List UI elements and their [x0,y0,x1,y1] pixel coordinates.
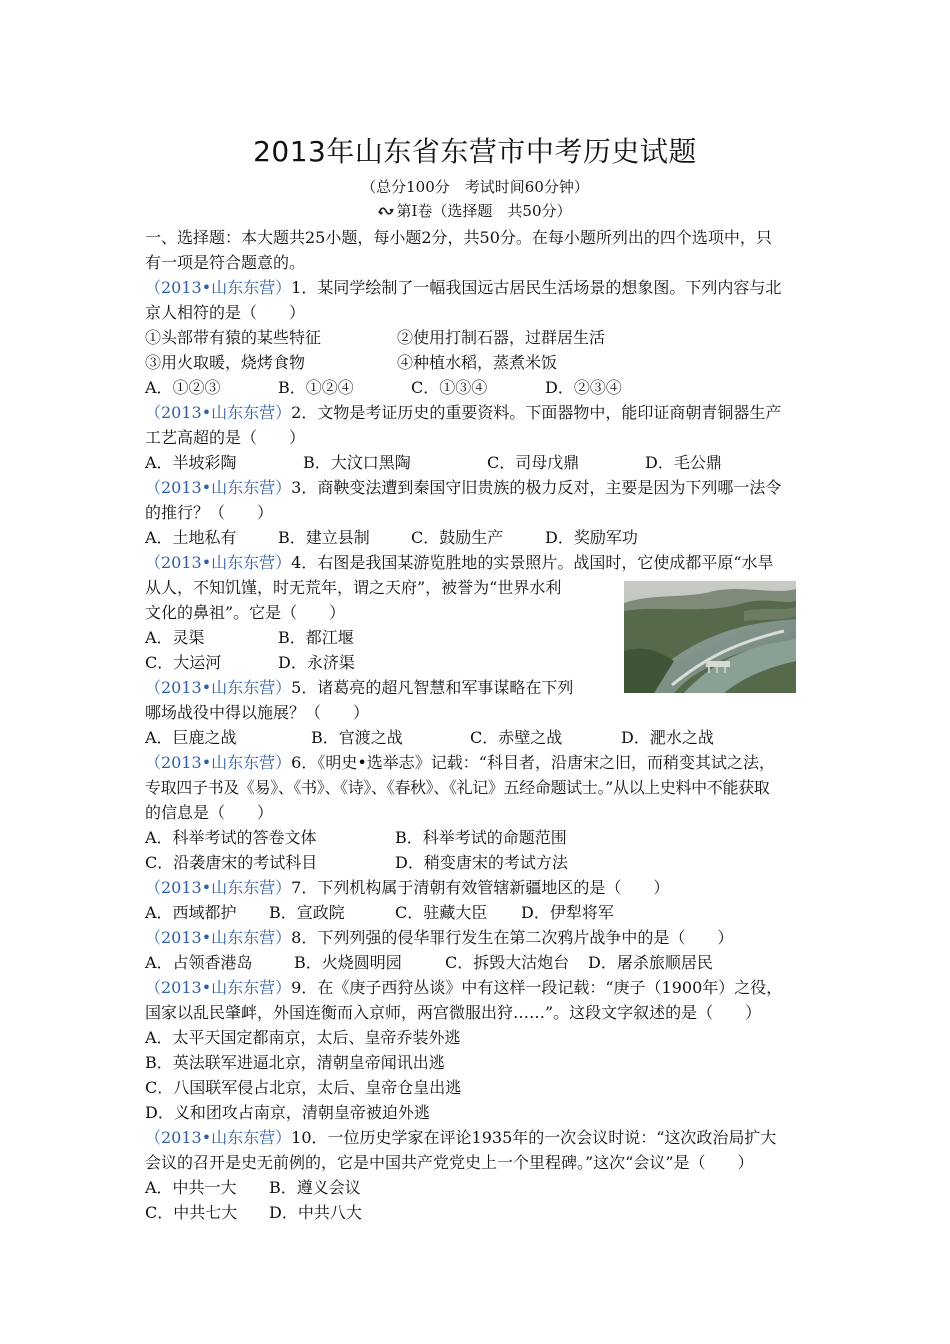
option-b[interactable]: B．科举考试的命题范围 [395,828,567,847]
option-b[interactable]: B．英法联军进逼北京，清朝皇帝闻讯出逃 [145,1053,445,1072]
question-4 [145,551,774,575]
question-2 [145,401,781,425]
option-c[interactable]: C．中共七大 [145,1203,238,1222]
question-9-text: 9．在《庚子西狩丛谈》中有这样一段记载：“庚子（1900年）之役， [291,978,783,997]
question-source-tag: （2013•山东东营） [145,553,292,572]
option-b[interactable]: B．遵义会议 [269,1178,361,1197]
option-b[interactable]: B．官渡之战 [311,728,403,747]
question-8-text: 8．下列列强的侵华罪行发生在第二次鸦片战争中的是（ ） [291,928,734,947]
option-a[interactable]: A．巨鹿之战 [145,728,237,747]
option-a[interactable]: A．①②③ [145,378,221,397]
question-7-text: 7．下列机构属于清朝有效管辖新疆地区的是（ ） [291,878,670,897]
question-10 [145,1126,776,1150]
section-header [0,200,950,221]
option-c[interactable]: C．沿袭唐宋的考试科目 [145,853,318,872]
question-6-text-cont: 的信息是（ ） [145,803,274,822]
option-a[interactable]: A．灵渠 [145,628,205,647]
question-6-text: 6．《明史•选举志》记载：“科目者，沿唐宋之旧，而稍变其试之法， [291,753,775,772]
option-d[interactable]: D．淝水之战 [621,728,714,747]
option-b[interactable]: B．宣政院 [269,903,345,922]
question-source-tag: （2013•山东东营） [145,1128,292,1147]
question-3-text: 3．商鞅变法遭到秦国守旧贵族的极力反对，主要是因为下列哪一法令 [291,478,782,497]
option-d[interactable]: D．②③④ [545,378,622,397]
question-source-tag: （2013•山东东营） [145,753,292,772]
option-b[interactable]: B．火烧圆明园 [294,953,402,972]
option-c[interactable]: C．赤壁之战 [470,728,563,747]
option-d[interactable]: D．中共八大 [269,1203,362,1222]
question-5-text: 5．诸葛亮的超凡智慧和军事谋略在下列 [291,678,574,697]
option-c[interactable]: C．八国联军侵占北京，太后、皇帝仓皇出逃 [145,1078,462,1097]
question-10-text: 10．一位历史学家在评论1935年的一次会议时说：“这次政治局扩大 [291,1128,777,1147]
exam-info: （总分100分 考试时间60分钟） [361,178,589,196]
option-c[interactable]: C．司母戊鼎 [487,453,580,472]
question-8 [145,926,733,950]
question-1-text: 1．某同学绘制了一幅我国远古居民生活场景的想象图。下列内容与北 [291,278,782,297]
question-9 [145,976,782,1000]
question-5 [145,676,573,700]
question-source-tag: （2013•山东东营） [145,278,292,297]
option-a[interactable]: A．中共一大 [145,1178,237,1197]
question-6 [145,751,775,775]
option-d[interactable]: D．稍变唐宋的考试方法 [395,853,568,872]
question-1-text-cont: 京人相符的是（ ） [145,303,306,322]
question-7 [145,876,669,900]
option-b[interactable]: B．都江堰 [278,628,354,647]
option-b[interactable]: B．大汶口黑陶 [303,453,411,472]
scroll-ornament-icon [378,205,394,217]
option-b[interactable]: B．①②④ [278,378,354,397]
question-1 [145,276,781,300]
option-c[interactable]: C．拆毁大沽炮台 [445,953,570,972]
option-c[interactable]: C．驻藏大臣 [395,903,488,922]
option-d[interactable]: D．伊犁将军 [521,903,614,922]
question-6-text-cont: 专取四子书及《易》、《书》、《诗》、《春秋》、《礼记》五经命题试士。”从以上史料中不能获取 [145,778,770,797]
option-d[interactable]: D．毛公鼎 [645,453,722,472]
option-c[interactable]: C．大运河 [145,653,222,672]
question-2-text-cont: 工艺高超的是（ ） [145,428,306,447]
option-a[interactable]: A．太平天国定都南京，太后、皇帝乔装外逃 [145,1028,461,1047]
question-source-tag: （2013•山东东营） [145,878,292,897]
question-source-tag: （2013•山东东营） [145,978,292,997]
question-1-item: ①头部带有猿的某些特征 [145,328,322,347]
instructions-line-2: 有一项是符合题意的。 [145,253,306,272]
question-source-tag: （2013•山东东营） [145,928,292,947]
option-d[interactable]: D．永济渠 [278,653,355,672]
option-a[interactable]: A．土地私有 [145,528,237,547]
question-3 [145,476,781,500]
option-a[interactable]: A．西域都护 [145,903,237,922]
option-b[interactable]: B．建立县制 [278,528,370,547]
dujiangyan-photo [624,581,796,693]
question-source-tag: （2013•山东东营） [145,678,292,697]
question-4-text: 4．右图是我国某游览胜地的实景照片。战国时，它使成都平原“水旱 [291,553,774,572]
landscape-image [624,581,796,693]
question-1-item: ③用火取暖，烧烤食物 [145,353,306,372]
question-2-text: 2．文物是考证历史的重要资料。下面器物中，能印证商朝青铜器生产 [291,403,782,422]
option-d[interactable]: D．奖励军功 [545,528,638,547]
question-source-tag: （2013•山东东营） [145,403,292,422]
option-a[interactable]: A．占领香港岛 [145,953,253,972]
question-4-text-cont: 文化的鼻祖”。它是（ ） [145,603,346,622]
option-a[interactable]: A．科举考试的答卷文体 [145,828,317,847]
question-4-text-cont: 从人，不知饥馑，时无荒年，谓之天府”，被誉为“世界水利 [145,578,562,597]
question-9-text-cont: 国家以乱民肇衅，外国连衡而入京师，两宫微服出狩……”。这段文字叙述的是（ ） [145,1003,762,1022]
question-3-text-cont: 的推行？（ ） [145,503,274,522]
question-5-text-cont: 哪场战役中得以施展？（ ） [145,703,370,722]
section-header-text: 第Ⅰ卷（选择题 共50分） [396,202,572,220]
option-d[interactable]: D．屠杀旅顺居民 [588,953,713,972]
option-c[interactable]: C．①③④ [411,378,488,397]
exam-title: 2013年山东省东营市中考历史试题 [253,135,697,168]
instructions-line-1: 一、选择题：本大题共25小题，每小题2分，共50分。在每小题所列出的四个选项中，只 [145,228,772,247]
option-c[interactable]: C．鼓励生产 [411,528,504,547]
question-source-tag: （2013•山东东营） [145,478,292,497]
option-d[interactable]: D．义和团攻占南京，清朝皇帝被迫外逃 [145,1103,430,1122]
question-1-item: ②使用打制石器，过群居生活 [397,328,606,347]
question-1-item: ④种植水稻，蒸煮米饭 [397,353,558,372]
question-10-text-cont: 会议的召开是史无前例的，它是中国共产党党史上一个里程碑。”这次“会议”是（ ） [145,1153,754,1172]
option-a[interactable]: A．半坡彩陶 [145,453,237,472]
